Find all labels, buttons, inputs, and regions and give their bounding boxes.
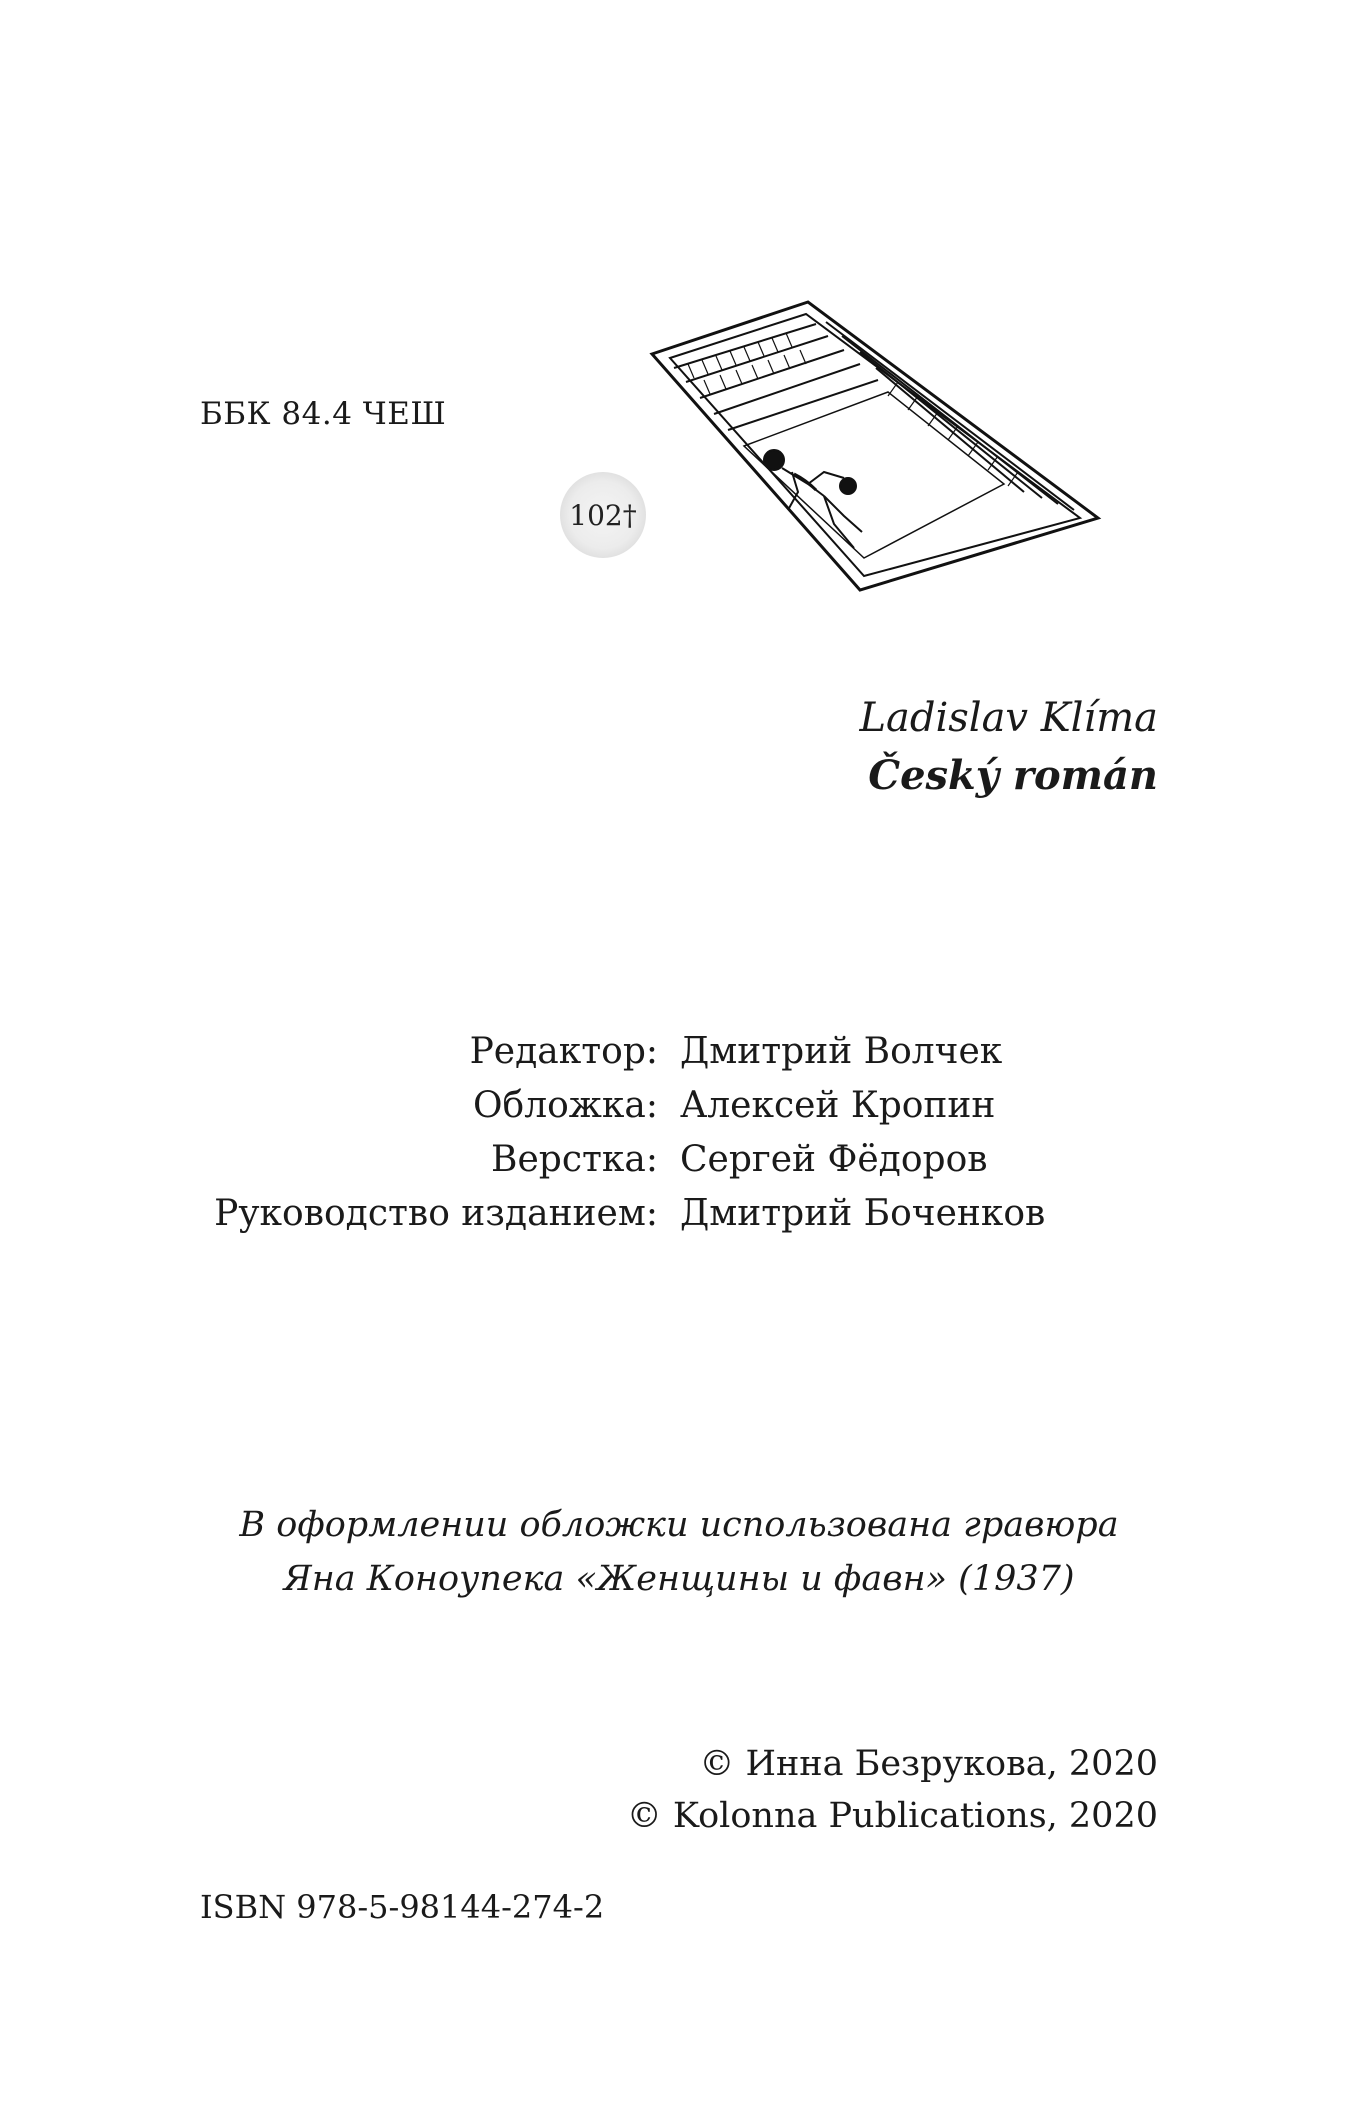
cover-note-line: Яна Коноупека «Женщины и фавн» (1937) xyxy=(283,1559,1075,1599)
credit-row xyxy=(200,1079,1045,1133)
stamp-label: 102† xyxy=(569,498,637,532)
copyright-block xyxy=(627,1738,1158,1842)
credit-role: Руководство изданием: xyxy=(214,1193,658,1234)
credit-name: Сергей Фёдоров xyxy=(680,1139,988,1180)
credit-role: Обложка: xyxy=(473,1085,658,1126)
author-name: Ladislav Klíma xyxy=(859,695,1158,741)
author-title-block xyxy=(859,690,1158,804)
credit-role: Верстка: xyxy=(491,1139,658,1180)
library-stamp xyxy=(560,472,646,558)
credit-row xyxy=(200,1187,1045,1241)
credit-name: Алексей Кропин xyxy=(680,1085,996,1126)
bbk-code: ББК 84.4 ЧЕШ xyxy=(200,396,447,432)
credit-role: Редактор: xyxy=(469,1031,658,1072)
credit-row xyxy=(200,1133,1045,1187)
credit-name: Дмитрий Боченков xyxy=(680,1193,1046,1234)
credit-name: Дмитрий Волчек xyxy=(680,1031,1003,1072)
isbn-number: ISBN 978-5-98144-274-2 xyxy=(200,1888,605,1926)
credits-list xyxy=(200,1025,1045,1241)
book-title: Český román xyxy=(868,752,1158,799)
copyright-line: © Kolonna Publications, 2020 xyxy=(626,1796,1158,1836)
cover-note-line: В оформлении обложки использована гравюра xyxy=(239,1505,1119,1545)
credit-row xyxy=(200,1025,1045,1079)
cover-illustration-note xyxy=(0,1498,1358,1606)
copyright-line: © Инна Безрукова, 2020 xyxy=(699,1744,1158,1784)
grave-engraving-illustration xyxy=(648,296,1103,596)
